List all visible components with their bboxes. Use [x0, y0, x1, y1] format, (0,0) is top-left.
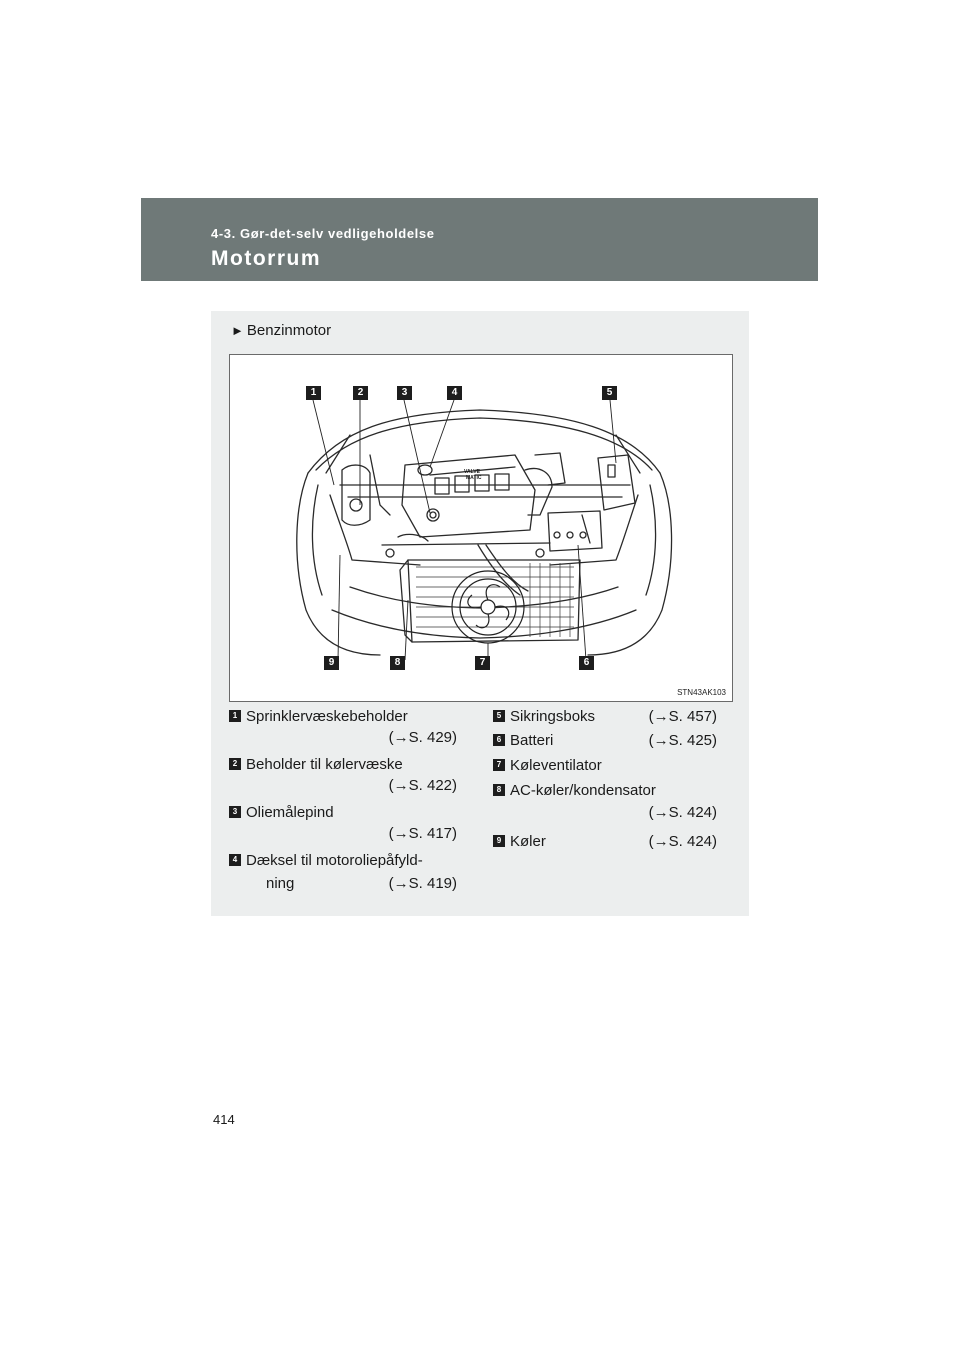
page-reference: (→S. 429): [388, 729, 457, 746]
item-name: Køler: [510, 833, 546, 850]
content-panel: [211, 311, 749, 916]
list-item: [493, 756, 717, 776]
item-name: Sprinklervæskebeholder: [246, 708, 408, 725]
item-number-badge: 9: [493, 835, 505, 847]
engine-compartment-figure: [229, 354, 733, 702]
item-name: AC-køler/kondensator: [510, 782, 656, 799]
callout-tag-4: 4: [447, 386, 462, 400]
item-name: Beholder til kølervæske: [246, 756, 403, 773]
item-number-badge: 4: [229, 854, 241, 866]
callout-tag-2: 2: [353, 386, 368, 400]
figure-code: STN43AK103: [677, 688, 726, 697]
list-item: [229, 707, 457, 747]
item-number-badge: 1: [229, 710, 241, 722]
item-name: Dæksel til motoroliepåfyld-: [246, 852, 423, 869]
page-reference: (→S. 424): [648, 833, 717, 850]
callout-tag-3: 3: [397, 386, 412, 400]
item-number-badge: 2: [229, 758, 241, 770]
page-title: Motorrum: [211, 247, 321, 270]
engine-variant-label: [231, 322, 331, 339]
triangle-marker-icon: ►: [231, 323, 244, 338]
item-name-continued: ning: [266, 875, 295, 892]
section-label: 4-3. Gør-det-selv vedligeholdelse: [211, 226, 435, 241]
item-number-badge: 8: [493, 784, 505, 796]
valvematic-label-line2: MATIC: [466, 475, 482, 481]
variant-text: Benzinmotor: [246, 322, 332, 339]
list-item: [493, 731, 717, 751]
page-reference: (→S. 425): [648, 732, 717, 749]
item-name: Køleventilator: [510, 757, 602, 774]
item-number-badge: 6: [493, 734, 505, 746]
chapter-header: [141, 198, 818, 281]
list-item: [229, 755, 457, 795]
list-item: [493, 832, 717, 852]
callout-tag-7: 7: [475, 656, 490, 670]
list-item: [493, 781, 717, 823]
list-item: [229, 803, 457, 843]
page-reference: (→S. 417): [388, 825, 457, 842]
item-number-badge: 5: [493, 710, 505, 722]
page-reference: (→S. 419): [388, 875, 457, 892]
page-number: 414: [213, 1112, 235, 1127]
item-name: Sikringsboks: [510, 708, 596, 725]
valvematic-label-line1: VALVE: [464, 469, 480, 475]
callout-tag-6: 6: [579, 656, 594, 670]
page-reference: (→S. 457): [648, 708, 717, 725]
engine-illustration: [230, 355, 732, 701]
callout-tag-9: 9: [324, 656, 339, 670]
list-item: [493, 707, 717, 727]
item-number-badge: 7: [493, 759, 505, 771]
item-name: Batteri: [510, 732, 554, 749]
page-reference: (→S. 422): [388, 777, 457, 794]
list-item: [229, 851, 457, 893]
callout-tag-8: 8: [390, 656, 405, 670]
item-name: Oliemålepind: [246, 804, 334, 821]
callout-tag-1: 1: [306, 386, 321, 400]
callout-tag-5: 5: [602, 386, 617, 400]
page-reference: (→S. 424): [648, 804, 717, 821]
item-number-badge: 3: [229, 806, 241, 818]
